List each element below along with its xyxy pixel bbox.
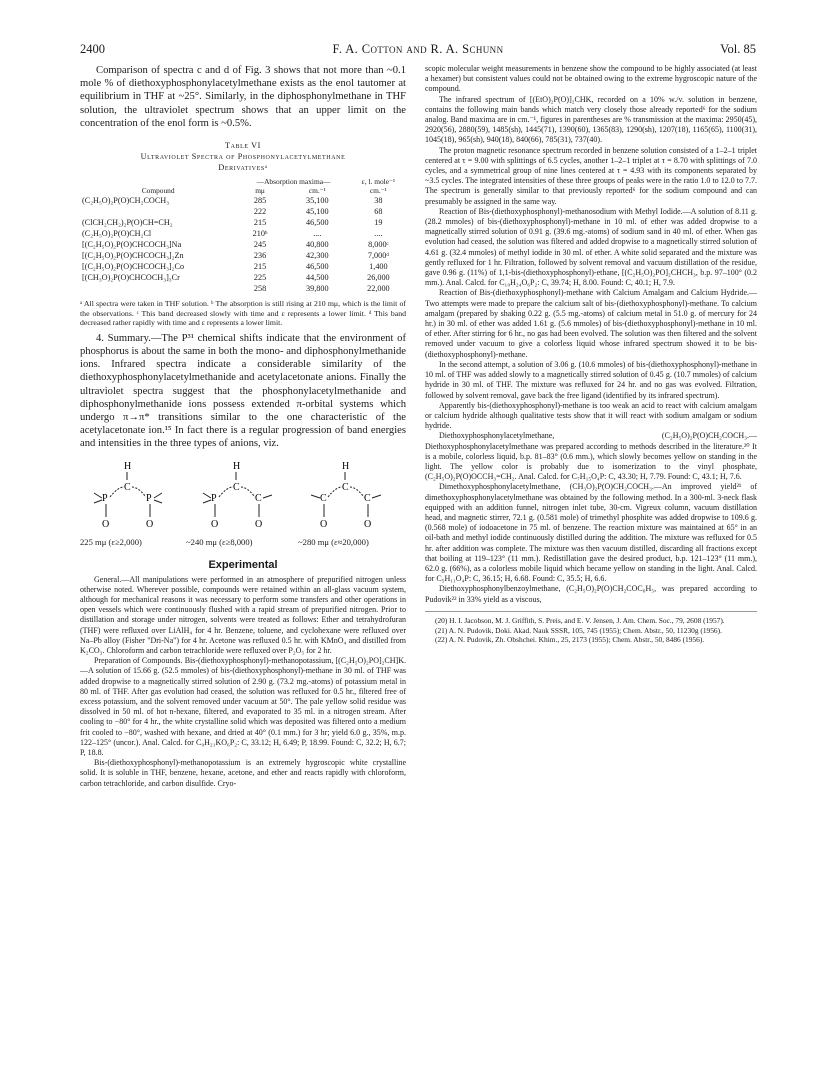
table-row xyxy=(80,250,406,261)
table-number: Table VI xyxy=(224,141,261,151)
atom-p: P xyxy=(102,492,108,504)
structure-diphosphonyl xyxy=(94,461,162,530)
atom-o: O xyxy=(255,518,263,530)
structure3-caption: ~280 mμ (ε≈20,000) xyxy=(298,536,369,547)
preparation-paragraph: Preparation of Compounds. Bis-(diethoxyphosphonyl)-methanopotassium, [(C₂H₅O)₂PO]₂CH]K.—A solution of 15.66 g. (52.5 mmoles) of bis-(diethoxyphosphonyl)-methane in 30 ml. of THF was added dropwise to a magnetically stirred solution of 2.90 g. (73.2 mg.-atoms) of potassium metal in 80 ml. of THF. After gas evolution had ceased, the solution was refluxed for 0.5 hr., filtered free of excess potassium, and the solvent removed under vacuum at 50°. The pale yellow solid residue was dissolved in 50 ml. of hot n-hexane, filtered, and evaporated to 35 ml. in a nitrogen stream. After cooling to −80° for 4 hr., the white crystalline solid which was deposited was filtered onto a medium frit cooled to −80°, washed with hexane, and dried at 40° (0.1 mm.) for 3 hr; yield 6.0 g., 35%, m.p. 122–125° (uncor.). Anal. Calcd. for C₉H₂₁KO₆P₂: C, 33.12; H, 6.49; P, 18.99. Found: C, 32.2; H, 6.7; P, 18.8. xyxy=(80,656,406,758)
reference-item: (21) A. N. Pudovik, Doki. Akad. Nauk SSSR, 105, 745 (1955); Chem. Abstr., 50, 11230g (1956). xyxy=(435,625,722,635)
atom-c: C xyxy=(255,492,262,504)
intro-paragraph: Comparison of spectra c and d of Fig. 3 shows that not more than ~0.1 mole % of diethoxyphosphonylacetylmethane exists as the enol tautomer at equilibrium in THF at ~25°. Similarly, in the diphosphonylmethane in THF solution, the ultraviolet spectrum shows that an upper limit on the concentration of the enol form is ~0.5%. xyxy=(80,65,406,129)
atom-p: P xyxy=(211,492,217,504)
value-cell: 222 xyxy=(253,207,267,217)
acidity-paragraph: Apparently bis-(diethoxyphosphonyl)-methane is too weak an acid to react with calcium amalgam or calcium hydride although qualitative tests show that it will react with sodium amalgam or sodium hydride. xyxy=(425,400,757,431)
table-row xyxy=(80,272,406,283)
table-row xyxy=(80,283,406,294)
table-row xyxy=(80,261,406,272)
page-number: 2400 xyxy=(80,42,105,56)
compound-cell xyxy=(80,283,236,294)
table-row xyxy=(80,228,406,239)
uv-spectra-table xyxy=(80,177,406,294)
table-title-line2: Derivativesᵃ xyxy=(218,163,268,173)
atom-o: O xyxy=(211,518,219,530)
eps-header: ε, l. mole⁻¹ xyxy=(361,177,396,187)
pmr-paragraph: The proton magnetic resonance spectrum recorded in benzene solution consisted of a 1–2–1 triplet centered at τ = 9.00 with splittings of 6.5 cycles, another 1–2–1 triplet at τ = 8.70 with splittings of 7.0 cycles, and a symmetrical group of nine lines centered at τ = 4.93 with its components separated by ~3.5 cycles. The integrated intensities of these three groups of peaks were in the ratio 1.0 to 12.0 to 7.7. The spectrum is generally similar to that previously reported⁶ for the sodium compound and can presumably be assigned in the same way. xyxy=(425,145,757,206)
references xyxy=(425,611,757,645)
volume-label: Vol. 85 xyxy=(720,42,756,56)
value-cell: 68 xyxy=(374,207,383,217)
value-cell: 225 xyxy=(253,273,267,283)
table-title-line1: Ultraviolet Spectra of Phosphonylacetylmethane xyxy=(140,152,346,162)
value-cell: 285 xyxy=(253,196,267,206)
value-cell: .... xyxy=(374,229,383,239)
diethoxy-acetyl-paragraph: Diethoxyphosphonylacetylmethane, (C₂H₅O)₂P(O)CH₂COCH₃.—Diethoxyphosphonylacetylmethane was prepared according to methods described in the literature.²⁰ It is a mobile, colorless liquid, b.p. 81–83° (0.6 mm.), which slowly becomes yellow on standing in the light. The yellow color is probably due to isomerization to the vinyl phosphate, (C₂H₅O)₂P(O)OCCH₃=CH₂. Anal. Calcd. for C₇H₁₅O₄P: C, 43.30; H, 7.79. Found: C, 43.1; H, 7.6. xyxy=(425,431,757,482)
compound-cell: (ClCH₂CH₂)₂P(O)CH=CH₂ xyxy=(82,218,173,228)
reference-item: (22) A. N. Pudovik, Zh. Obshchei. Khim., 25, 2173 (1955); Chem. Abstr., 50, 8486 (1956). xyxy=(435,635,705,645)
value-cell: 38 xyxy=(374,196,383,206)
table-footnote: ᵃ All spectra were taken in THF solution. ᵇ The absorption is still rising at 210 mμ, which is the limit of the observations. ᶜ This band decreased slowly with time and ε represents a lower limit. ᵈ This band decreased rather rapidly with time and ε represents a lower limit. xyxy=(80,299,406,328)
value-cell: 19 xyxy=(374,218,383,228)
reference-item: (20) H. I. Jacobson, M. J. Griffith, S. Preis, and E. V. Jensen, J. Am. Chem. Soc., 79, 2608 (1957). xyxy=(435,615,725,625)
continuation-paragraph: scopic molecular weight measurements in benzene show the compound to be highly associated (at least a hexamer) but consistent values could not be obtained owing to the extreme hygroscopic nature of the compound. xyxy=(425,64,757,94)
atom-p: P xyxy=(146,492,152,504)
structure-diagrams xyxy=(80,457,406,537)
running-header xyxy=(80,42,756,58)
table-row xyxy=(80,206,406,217)
eps-unit-header: cm.⁻¹ xyxy=(369,186,387,196)
dimethoxy-acetyl-paragraph: Dimethoxyphosphonylacetylmethane, (CH₃O)₂P(O)CH₂COCH₃.—An improved yield²¹ of dimethoxyphosphonylacetylmethane was obtained by the following method. In a 300-ml. 3-neck flask equipped with an addition funnel, nitrogen inlet tube, 30-cm. Vigreux column, vacuum distillation head, and magnetic stirrer, 72.1 g. (0.581 mole) of trimethyl phosphite was added dropwise to 109.6 g. (0.568 mole) of iodoacetone in 75 ml. of benzene. The reaction mixture was maintained at 65° in an oil-bath and methyl iodide continuously distilled during the addition. The mixture was refluxed for 0.5 hr. after addition was complete. The mixture was then vacuum distilled, discarding all fractions except that boiling at 119–123° (11 mm.). Redistillation gave the desired product, b.p. 121–123° (11 mm.), 62.0 g. (66%), as a colorless mobile liquid which became yellow on standing in the light. Anal. Calcd. for C₅H₁₁O₄P: C, 36.15; H, 6.68. Found: C, 35.5; H, 6.6. xyxy=(425,482,757,584)
atom-h: H xyxy=(124,460,132,472)
table-caption xyxy=(80,140,406,173)
atom-h: H xyxy=(233,460,241,472)
structure-phosphonylacetyl xyxy=(203,461,272,530)
compound-cell: (C₂H₅O)₂P(O)CH₂Cl xyxy=(82,229,152,239)
atom-c: C xyxy=(233,481,240,493)
compound-header: Compound xyxy=(141,186,175,196)
table-row xyxy=(80,195,406,206)
second-attempt-paragraph: In the second attempt, a solution of 3.06 g. (10.6 mmoles) of bis-(diethoxyphosphonyl)-methane in 10 ml. of THF was added slowly to a magnetically stirred solution of 0.45 g. (10.7 mmoles) of calcium hydride in 30 ml. of THF. The mixture was refluxed for 24 hr. and no gas was evolved. Filtration, followed by solvent removal, gave back the free ligand (identified by its infrared spectrum). xyxy=(425,359,757,400)
right-column xyxy=(425,64,757,645)
value-cell: 45,100 xyxy=(306,207,329,217)
value-cell: 40,800 xyxy=(306,240,329,250)
structure-acetylacetonate xyxy=(311,461,381,530)
atom-o: O xyxy=(320,518,328,530)
infrared-paragraph: The infrared spectrum of [(EtO)₂P(O)]₂CHK, recorded on a 10% w./v. solution in benzene, contains the following main bands which match very closely those already reported⁶ for the sodium analog. Band maxima are in cm.⁻¹, figures in parentheses are % transmission at the maxima: 2950(45), 2920(56), 2880(59), 1485(sh), 1445(71), 1390(60), 1365(83), 1290(sh), 1207(18), 1165(65), 1100(31), 1045(18), 965(sh), 940(18), 840(66), 785(31), 737(40). xyxy=(425,94,757,145)
benzoyl-paragraph: Diethoxyphosphonylbenzoylmethane, (C₂H₅O)₂P(O)CH₂COC₆H₅, was prepared according to Pudovik²² in 33% yield as a viscous, xyxy=(425,584,757,604)
value-cell: 46,500 xyxy=(306,218,329,228)
value-cell: 258 xyxy=(253,284,267,294)
value-cell: .... xyxy=(313,229,322,239)
atom-c: C xyxy=(342,481,349,493)
atom-h: H xyxy=(342,460,350,472)
value-cell: 1,400 xyxy=(369,262,388,272)
compound-cell xyxy=(80,206,236,217)
header-authors: F. A. Cotton and R. A. Schunn xyxy=(332,42,504,56)
value-cell: 245 xyxy=(253,240,267,250)
table-row xyxy=(80,217,406,228)
value-cell: 8,000ᶜ xyxy=(368,240,389,250)
value-cell: 39,800 xyxy=(306,284,329,294)
structure2-caption: ~240 mμ (ε≥8,000) xyxy=(186,536,253,547)
mu-header: mμ xyxy=(255,186,265,196)
atom-o: O xyxy=(102,518,110,530)
value-cell: 46,500 xyxy=(306,262,329,272)
atom-c: C xyxy=(364,492,371,504)
value-cell: 35,100 xyxy=(306,196,329,206)
atom-o: O xyxy=(364,518,372,530)
structure1-caption: 225 mμ (ε≥2,000) xyxy=(80,536,142,547)
value-cell: 236 xyxy=(253,251,267,261)
value-cell: 22,000 xyxy=(367,284,390,294)
atom-c: C xyxy=(124,481,131,493)
value-cell: 42,300 xyxy=(306,251,329,261)
methyl-iodide-paragraph: Reaction of Bis-(diethoxyphosphonyl)-methanosodium with Methyl Iodide.—A solution of 8.11 g. (28.2 mmoles) of bis-(diethoxyphosphonyl)-methane in 10 ml. of ether was added dropwise to a magnetically stirred solution of 0.91 g. (39.6 mg.-atoms) of sodium sand in 40 ml. of ether. When gas evolution had ceased, the solution was filtered and added dropwise to a magnetically stirred solution of 4.61 g. (32.4 mmoles) of methyl iodide in 30 ml. of ether. A white solid separated and the mixture was gently refluxed for 1 hr. Filtration, followed by solvent removal and vacuum distillation of the residue, gave 0.96 g. (11%) of 1,1-bis-(diethoxyphosphonyl)-ethane, [(C₂H₅O)₂PO]₂CHCH₃, b.p. 97–100° (0.2 mm.). Anal. Calcd. for C₁₀H₂₄O₆P₂: C, 39.74; H, 8.00. Found: C, 40.1; H, 7.9. xyxy=(425,206,757,288)
compound-cell: [(CH₃O)₂P(O)CHCOCH₃]₃Cr xyxy=(82,273,180,283)
anion-structures xyxy=(80,457,406,553)
summary-paragraph: 4. Summary.—The P³¹ chemical shifts indicate that the environment of phosphorus is about the same in both the mono- and diphosphonylmethanide ions. Infrared spectra indicate a considerable similarity of the diethoxyphosphonylacetylmethanide and acetylacetonate anions. Finally the ultraviolet spectra suggest that the phosphonylacetylmethanide and diphosphonylmethanide ions possess extended π-orbital systems which undergo π→π* transitions similar to the one characteristic of the acetylacetonate ion.¹⁵ In fact there is a regular progression of band energies and intensities in the three types of anions, viz. xyxy=(80,332,406,450)
atom-o: O xyxy=(146,518,154,530)
value-cell: 7,000ᵈ xyxy=(367,251,389,261)
value-cell: 26,000 xyxy=(367,273,390,283)
value-cell: 210ᵇ xyxy=(252,229,268,239)
abs-maxima-header: —Absorption maxima— xyxy=(256,177,331,187)
atom-c: C xyxy=(320,492,327,504)
compound-cell: [(C₂H₅O)₂P(O)CHCOCH₃]Na xyxy=(82,240,182,250)
value-cell: 215 xyxy=(253,262,267,272)
experimental-heading: Experimental xyxy=(208,558,278,571)
left-column xyxy=(80,64,406,789)
value-cell: 215 xyxy=(253,218,267,228)
compound-cell: [(C₂H₅O)₂P(O)CHCOCH₃]₂Co xyxy=(82,262,185,272)
calcium-reaction-paragraph: Reaction of Bis-(diethoxyphosphonyl)-methane with Calcium Amalgam and Calcium Hydride.—Two attempts were made to prepare the calcium salt of bis-(diethoxyphosphonyl)-methane. To calcium amalgam (prepared by shaking 0.22 g. (5.5 mg.-atoms) of calcium metal in 51.0 g. of mercury for 24 hr.) in 30 ml. of ether was added 1.61 g. (5.6 mmoles) of bis-(diethoxyphosphonyl)-methane in 10 ml. of ether. After stirring for 6 hr., no gas had been evolved. The solution was then filtered and the solvent removed under vacuum to give a colorless liquid whose infrared spectrum showed it to be bis-(diethoxyphosphonyl)-methane. xyxy=(425,288,757,359)
potassium-salt-paragraph: Bis-(diethoxyphosphonyl)-methanopotassium is an extremely hygroscopic white crystalline solid. It is soluble in THF, benzene, hexane, acetone, and ether and reacts rapidly with chloroform, carbon tetrachloride, and carbon disulfide. Cryo- xyxy=(80,758,406,788)
value-cell: 44,500 xyxy=(306,273,329,283)
compound-cell: (C₂H₅O)₂P(O)CH₂COCH₃ xyxy=(82,196,170,206)
cm-header: cm.⁻¹ xyxy=(308,186,326,196)
table-row xyxy=(80,239,406,250)
general-paragraph: General.—All manipulations were performed in an atmosphere of prepurified nitrogen unless otherwise noted. Wherever possible, compounds were retained within an all-glass vacuum system, although for mechanical reasons it was necessary to perform some transfers and other operations in open vessels which were continuously flushed with a rapid stream of prepurified nitrogen. Prior to distillation and storage under nitrogen, solvents were treated as follows: Ether and tetrahydrofuran (THF) were refluxed over LiAlH₄ for 4 hr. Benzene, toluene, and cyclohexane were refluxed over Na–Pb alloy (Fisher "Dri-Na") for 4 hr. Acetone was refluxed 0.5 hr. with KMnO₄ and distilled from K₂CO₃. Chloroform and carbon tetrachloride were refluxed over P₂O₅ for 2 hr. xyxy=(80,574,406,656)
compound-cell: [(C₂H₅O)₂P(O)CHCOCH₃]₂Zn xyxy=(82,251,184,261)
